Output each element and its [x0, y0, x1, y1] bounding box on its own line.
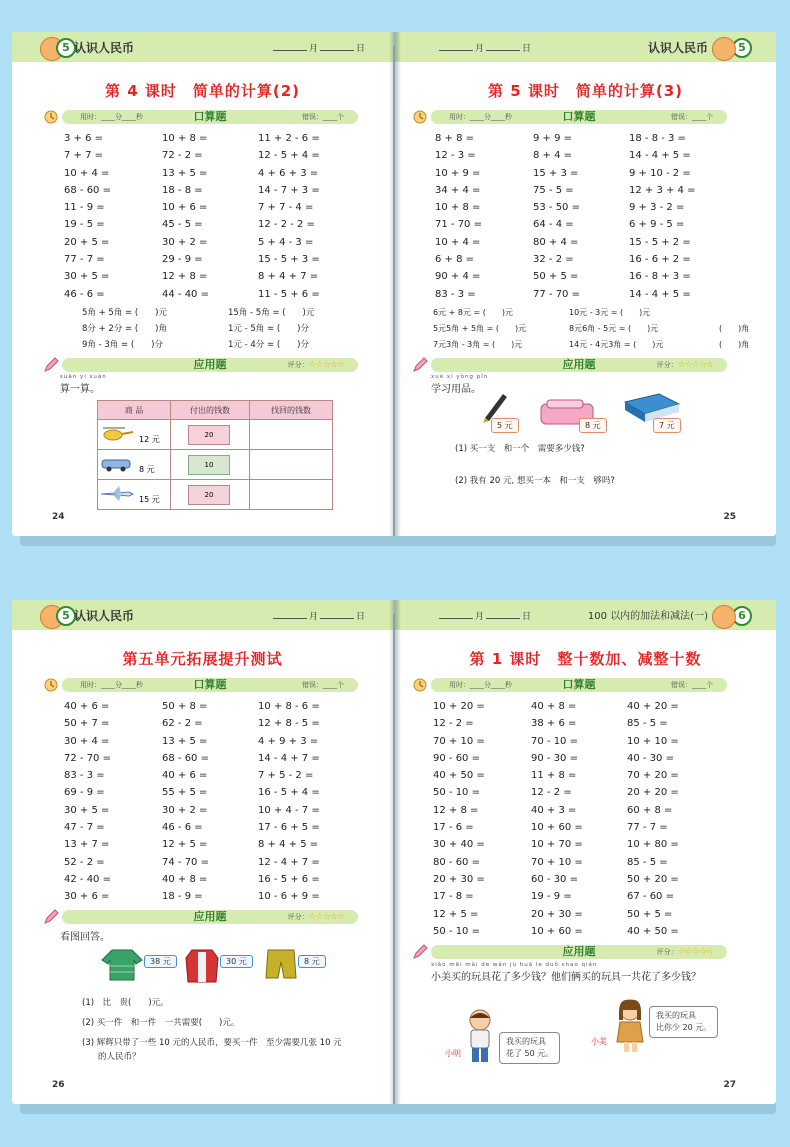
question-2: (2) 买一件 和一件 一共需要( )元。 — [82, 1018, 240, 1028]
problem-item: 12 + 8 - 5 = — [258, 718, 320, 730]
problem-item: 10 + 8 = — [435, 202, 481, 214]
problem-item: 12 + 5 = — [162, 839, 208, 851]
page-header — [12, 32, 393, 62]
unit-number: 6 — [732, 606, 752, 626]
problem-item: 70 + 10 = — [433, 735, 485, 747]
problem-item: 29 - 9 = — [162, 254, 203, 266]
page-number: 26 — [52, 1080, 65, 1090]
problem-item: 10 + 80 = — [627, 839, 679, 851]
money-item: 5元5角 + 5角 = ( )元 — [433, 324, 527, 333]
table-row — [98, 450, 333, 480]
pencil-icon — [411, 943, 429, 961]
problem-item: 19 - 9 = — [531, 891, 572, 903]
money-item: 8分 + 2分 = ( )角 — [82, 324, 168, 334]
product-cell: 12 元 — [98, 420, 171, 450]
price-tag: 5 元 — [491, 418, 519, 433]
problem-item: 10 + 4 - 7 = — [258, 804, 320, 816]
problem-item: 16 - 5 + 6 = — [258, 873, 320, 885]
wrong-label: 错误：____个 — [302, 113, 344, 121]
problem-item: 12 - 5 + 4 = — [258, 150, 320, 162]
problem-item: 69 - 9 = — [64, 787, 105, 799]
app-label: 应用题 — [193, 910, 227, 923]
money-item: 7元3角 - 3角 = ( )元 — [433, 340, 523, 349]
problem-item: 8 + 4 = — [533, 150, 573, 162]
problem-heading — [60, 374, 107, 395]
money-problems — [82, 305, 382, 353]
problem-item: 74 - 70 = — [162, 856, 209, 868]
page-27 — [395, 600, 776, 1104]
page-number: 25 — [723, 512, 736, 522]
wrong-label: 错误：____个 — [671, 113, 713, 121]
app-section-bar — [431, 945, 727, 959]
wrong-label: 错误：____个 — [302, 681, 344, 689]
date-field: 月 日 — [437, 41, 531, 54]
problem-item: 10 + 8 - 6 = — [258, 701, 320, 712]
oral-label: 口算题 — [562, 678, 596, 691]
problem-item: 10 + 4 = — [64, 167, 110, 179]
product-cell: 15 元 — [98, 480, 171, 510]
score-label: 评分：☆☆☆☆☆ — [656, 360, 713, 370]
problem-item: 17 - 6 = — [433, 822, 474, 834]
time-label: 用时：____分____秒 — [449, 113, 512, 121]
oral-section-bar — [62, 678, 358, 692]
problem-item: 17 - 8 = — [433, 891, 474, 903]
problem-item: 7 + 7 = — [64, 150, 104, 162]
problem-item: 14 - 4 + 7 = — [258, 752, 320, 764]
oral-label: 口算题 — [193, 110, 227, 123]
unit-badge — [42, 603, 70, 627]
pencil-icon — [411, 356, 429, 374]
banknote-icon: 20 — [188, 425, 230, 445]
time-label: 用时：____分____秒 — [449, 681, 512, 689]
problem-item: 15 + 3 = — [533, 167, 579, 179]
oral-label: 口算题 — [562, 110, 596, 123]
problem-item: 50 + 20 = — [627, 873, 679, 885]
oral-problems — [433, 698, 733, 940]
paid-cell — [171, 420, 250, 450]
problem-item: 14 - 4 + 5 = — [629, 150, 691, 162]
problem-item: 6 + 8 = — [435, 254, 475, 266]
question-3-cont: 的人民币？ — [98, 1052, 141, 1062]
problem-item: 50 - 10 = — [433, 925, 480, 937]
unit-number: 5 — [732, 38, 752, 58]
oral-problems — [64, 698, 364, 906]
money-item: 5角 + 5角 = ( )元 — [82, 308, 168, 318]
jacket-icon — [184, 946, 220, 984]
page-24 — [12, 32, 393, 536]
problem-item: 70 - 10 = — [531, 735, 578, 747]
problem-item: 72 - 2 = — [162, 150, 203, 162]
problem-item: 12 - 3 = — [435, 150, 476, 162]
problem-item: 40 + 8 = — [531, 701, 577, 712]
problem-item: 19 - 5 = — [64, 219, 105, 231]
oral-problems — [435, 130, 735, 303]
lesson-title: 第 4 课时 简单的计算(2) — [104, 82, 301, 100]
clock-icon — [42, 108, 60, 126]
change-cell[interactable] — [250, 480, 333, 510]
plane-icon — [99, 484, 135, 502]
helicopter-icon — [99, 424, 135, 442]
problem-item: 8 + 4 + 7 = — [258, 271, 319, 283]
page-number: 27 — [723, 1080, 736, 1090]
problem-item: 38 + 6 = — [531, 718, 577, 730]
problem-item: 90 - 60 = — [433, 752, 480, 764]
problem-item: 12 + 5 = — [433, 908, 479, 920]
score-label: 评分：☆☆☆☆☆ — [656, 947, 713, 957]
problem-item: 20 + 30 = — [531, 908, 583, 920]
price-tag: 8 元 — [579, 418, 607, 433]
problem-item: 62 - 2 = — [162, 718, 203, 730]
problem-item: 47 - 7 = — [64, 822, 105, 834]
table-header: 找回的钱数 — [250, 401, 333, 420]
problem-item: 30 + 6 = — [64, 891, 110, 903]
question-1: (1) 买一支 和一个 需要多少钱? — [455, 444, 585, 454]
date-field: 月 日 — [271, 41, 365, 54]
problem-item: 12 - 4 + 7 = — [258, 856, 320, 868]
problem-item: 12 - 2 = — [433, 718, 474, 730]
paid-cell — [171, 450, 250, 480]
problem-item: 10 + 70 = — [531, 839, 583, 851]
price-tag: 8 元 — [298, 955, 326, 968]
problem-item: 50 + 7 = — [64, 718, 110, 730]
problem-item: 68 - 60 = — [64, 184, 111, 196]
score-label: 评分：☆☆☆☆☆ — [287, 912, 344, 922]
question-1: (1) 比 贵( )元。 — [82, 998, 169, 1008]
problem-item: 14 - 7 + 3 = — [258, 184, 320, 196]
pencil-icon — [42, 356, 60, 374]
clock-icon — [42, 676, 60, 694]
table-header: 付出的钱数 — [171, 401, 250, 420]
page-header — [12, 600, 393, 630]
page-header — [395, 600, 776, 630]
book-gutter — [389, 600, 401, 1104]
oral-section-bar — [431, 110, 727, 124]
problem-item: 60 - 30 = — [531, 873, 578, 885]
book-spread-2 — [12, 600, 776, 1110]
boy-speech-bubble: 我买的玩具 花了 50 元。 — [499, 1032, 560, 1064]
problem-item: 30 + 5 = — [64, 271, 110, 283]
unit-title: 100 以内的加法和减法(一) — [587, 611, 708, 622]
problem-item: 90 - 30 = — [531, 752, 578, 764]
money-item: 1元 - 4分 = ( )分 — [228, 340, 309, 350]
problem-item: 10 + 60 = — [531, 925, 583, 937]
problem-item: 20 + 20 = — [627, 787, 679, 799]
problem-item: 30 + 5 = — [64, 804, 110, 816]
problem-item: 18 - 8 = — [162, 184, 203, 196]
problem-item: 4 + 6 + 3 = — [258, 167, 319, 179]
problem-item: 60 + 8 = — [627, 804, 673, 816]
oral-problems — [64, 130, 364, 303]
problem-item: 40 + 50 = — [433, 770, 485, 782]
girl-icon — [613, 998, 647, 1054]
car-icon — [99, 454, 135, 472]
wrong-label: 错误：____个 — [671, 681, 713, 689]
pencil-icon — [42, 908, 60, 926]
oral-label: 口算题 — [193, 678, 227, 691]
problem-item: 10 + 60 = — [531, 822, 583, 834]
score-label: 评分：☆☆☆☆☆ — [287, 360, 344, 370]
problem-heading — [431, 374, 488, 395]
app-section-bar — [62, 358, 358, 372]
change-cell[interactable] — [250, 420, 333, 450]
problem-item: 18 - 9 = — [162, 891, 203, 903]
money-item: ( )角 — [719, 324, 750, 333]
boy-name: 小明 — [445, 1049, 461, 1058]
money-item: 9角 - 3角 = ( )分 — [82, 340, 163, 350]
problem-item: 77 - 7 = — [627, 822, 668, 834]
problem-heading — [431, 962, 701, 983]
problem-item: 45 - 5 = — [162, 219, 203, 231]
problem-item: 85 - 5 = — [627, 856, 668, 868]
pinyin: suàn yi suàn — [60, 374, 107, 380]
problem-item: 10 + 4 = — [435, 236, 481, 248]
price-tag: 38 元 — [144, 955, 177, 968]
app-section-bar — [62, 910, 358, 924]
problem-item: 9 + 10 - 2 = — [629, 167, 691, 179]
problem-item: 90 + 4 = — [435, 271, 481, 283]
problem-item: 40 + 6 = — [162, 770, 208, 782]
oral-section-bar — [431, 678, 727, 692]
problem-text: 看图回答。 — [60, 932, 110, 943]
problem-item: 34 + 4 = — [435, 184, 481, 196]
problem-item: 12 + 3 + 4 = — [629, 184, 696, 196]
book-spread-1 — [12, 32, 776, 542]
problem-item: 18 - 8 - 3 = — [629, 133, 686, 144]
problem-item: 5 + 4 - 3 = — [258, 236, 314, 248]
problem-item: 67 - 60 = — [627, 891, 674, 903]
banknote-icon: 20 — [188, 485, 230, 505]
problem-item: 72 - 70 = — [64, 752, 111, 764]
problem-item: 15 - 5 + 2 = — [629, 236, 691, 248]
problem-item: 13 + 5 = — [162, 735, 208, 747]
page-25 — [395, 32, 776, 536]
problem-item: 50 - 10 = — [433, 787, 480, 799]
problem-item: 70 + 20 = — [627, 770, 679, 782]
problem-item: 3 + 6 = — [64, 133, 104, 144]
problem-item: 80 - 60 = — [433, 856, 480, 868]
problem-item: 30 + 40 = — [433, 839, 485, 851]
date-field: 月 日 — [271, 609, 365, 622]
problem-item: 52 - 2 = — [64, 856, 105, 868]
problem-item: 68 - 60 = — [162, 752, 209, 764]
problem-item: 50 + 5 = — [533, 271, 579, 283]
problem-item: 11 - 5 + 6 = — [258, 288, 320, 300]
unit-badge — [718, 35, 746, 59]
problem-text: 算一算。 — [60, 384, 100, 395]
page-26 — [12, 600, 393, 1104]
price-tag: 7 元 — [653, 418, 681, 433]
problem-item: 64 - 4 = — [533, 219, 574, 231]
lesson-title: 第 5 课时 简单的计算(3) — [487, 82, 684, 100]
money-item: 8元6角 - 5元 = ( )元 — [569, 324, 659, 333]
girl-name: 小美 — [591, 1037, 607, 1046]
problem-item: 55 + 5 = — [162, 787, 208, 799]
table-row — [98, 420, 333, 450]
problem-item: 50 + 8 = — [162, 701, 208, 712]
question-2: (2) 我有 20 元, 想买一本 和一支 够吗? — [455, 476, 615, 486]
oral-section-bar — [62, 110, 358, 124]
problem-item: 14 - 4 + 5 = — [629, 288, 691, 300]
problem-item: 8 + 4 + 5 = — [258, 839, 319, 851]
problem-item: 6 + 9 - 5 = — [629, 219, 685, 231]
paid-cell — [171, 480, 250, 510]
app-section-bar — [431, 358, 727, 372]
problem-item: 85 - 5 = — [627, 718, 668, 730]
problem-item: 40 + 20 = — [627, 701, 679, 712]
problem-item: 30 + 2 = — [162, 236, 208, 248]
problem-item: 40 + 8 = — [162, 873, 208, 885]
app-label: 应用题 — [193, 358, 227, 371]
app-label: 应用题 — [562, 945, 596, 958]
page-header — [395, 32, 776, 62]
girl-speech-bubble: 我买的玩具 比你少 20 元。 — [649, 1006, 718, 1038]
problem-item: 10 + 10 = — [627, 735, 679, 747]
problem-item: 20 + 5 = — [64, 236, 110, 248]
problem-item: 13 + 5 = — [162, 167, 208, 179]
problem-item: 42 - 40 = — [64, 873, 111, 885]
money-item: 14元 - 4元3角 = ( )元 — [569, 340, 664, 349]
problem-item: 11 + 2 - 6 = — [258, 133, 320, 144]
pinyin: xué xí yòng pǐn — [431, 374, 489, 380]
problem-item: 77 - 7 = — [64, 254, 105, 266]
problem-item: 10 + 8 = — [162, 133, 208, 144]
app-label: 应用题 — [562, 358, 596, 371]
problem-item: 77 - 70 = — [533, 288, 580, 300]
problem-item: 53 - 50 = — [533, 202, 580, 214]
problem-item: 44 - 40 = — [162, 288, 209, 300]
problem-item: 20 + 30 = — [433, 873, 485, 885]
problem-item: 83 - 3 = — [64, 770, 105, 782]
problem-item: 12 + 8 = — [162, 271, 208, 283]
mascot-icon — [712, 605, 736, 629]
table-row — [98, 480, 333, 510]
problem-text: 学习用品。 — [431, 384, 481, 395]
problem-item: 70 + 10 = — [531, 856, 583, 868]
problem-item: 46 - 6 = — [64, 288, 105, 300]
problem-item: 7 + 7 - 4 = — [258, 202, 314, 214]
money-item: 1元 - 5角 = ( )分 — [228, 324, 309, 334]
sweater-icon — [100, 946, 144, 982]
unit-number: 5 — [56, 606, 76, 626]
problem-item: 10 + 20 = — [433, 701, 485, 712]
problem-item: 7 + 5 - 2 = — [258, 770, 314, 782]
mascot-icon — [712, 37, 736, 61]
problem-item: 32 - 2 = — [533, 254, 574, 266]
unit-title: 认识人民币 — [74, 41, 135, 55]
unit-number: 5 — [56, 38, 76, 58]
problem-item: 40 - 30 = — [627, 752, 674, 764]
problem-item: 71 - 70 = — [435, 219, 482, 231]
pinyin: xiǎo měi mǎi de wán jù huā le duō shao qián — [431, 962, 598, 968]
table-header: 商 品 — [98, 401, 171, 420]
problem-item: 11 - 9 = — [64, 202, 105, 214]
time-label: 用时：____分____秒 — [80, 113, 143, 121]
problem-item: 9 + 9 = — [533, 133, 573, 144]
change-cell[interactable] — [250, 450, 333, 480]
money-item: 6元 + 8元 = ( )元 — [433, 308, 513, 317]
banknote-icon: 10 — [188, 455, 230, 475]
lesson-title: 第 1 课时 整十数加、减整十数 — [469, 650, 702, 668]
problem-item: 15 - 5 + 3 = — [258, 254, 320, 266]
problem-item: 40 + 50 = — [627, 925, 679, 937]
money-item: ( )角 — [719, 340, 750, 349]
problem-item: 50 + 5 = — [627, 908, 673, 920]
problem-item: 11 + 8 = — [531, 770, 577, 782]
time-label: 用时：____分____秒 — [80, 681, 143, 689]
problem-item: 16 - 6 + 2 = — [629, 254, 691, 266]
problem-item: 46 - 6 = — [162, 822, 203, 834]
problem-item: 30 + 4 = — [64, 735, 110, 747]
problem-item: 10 + 6 = — [162, 202, 208, 214]
money-problems — [433, 305, 763, 353]
problem-item: 83 - 3 = — [435, 288, 476, 300]
problem-item: 40 + 3 = — [531, 804, 577, 816]
problem-item: 12 + 8 = — [433, 804, 479, 816]
problem-item: 16 - 5 + 4 = — [258, 787, 320, 799]
problem-item: 12 - 2 - 2 = — [258, 219, 315, 231]
date-field: 月 日 — [437, 609, 531, 622]
problem-item: 17 - 6 + 5 = — [258, 822, 320, 834]
shopping-table — [97, 400, 333, 510]
problem-item: 8 + 8 = — [435, 133, 475, 144]
unit-title: 认识人民币 — [74, 609, 135, 623]
product-cell: 8 元 — [98, 450, 171, 480]
problem-item: 40 + 6 = — [64, 701, 110, 712]
money-item: 10元 - 3元 = ( )元 — [569, 308, 651, 317]
problem-item: 30 + 2 = — [162, 804, 208, 816]
price-tag: 30 元 — [220, 955, 253, 968]
money-item — [719, 305, 763, 321]
money-item: 15角 - 5角 = ( )元 — [228, 308, 315, 318]
clock-icon — [411, 676, 429, 694]
unit-badge — [42, 35, 70, 59]
question-3: (3) 辉辉只带了一些 10 元的人民币，要买一件 至少需要几张 10 元 — [82, 1038, 342, 1048]
problem-item: 12 - 2 = — [531, 787, 572, 799]
problem-item: 13 + 7 = — [64, 839, 110, 851]
problem-item: 10 - 6 + 9 = — [258, 891, 320, 903]
problem-item: 4 + 9 + 3 = — [258, 735, 319, 747]
unit-title: 认识人民币 — [647, 41, 708, 55]
problem-item: 10 + 9 = — [435, 167, 481, 179]
boy-icon — [463, 1008, 497, 1064]
shorts-icon — [264, 946, 298, 982]
clock-icon — [411, 108, 429, 126]
problem-text: 小美买的玩具花了多少钱？他们俩买的玩具一共花了多少钱？ — [431, 972, 701, 983]
unit-badge — [718, 603, 746, 627]
lesson-title: 第五单元拓展提升测试 — [122, 650, 283, 668]
problem-item: 75 - 5 = — [533, 184, 574, 196]
page-number: 24 — [52, 512, 65, 522]
problem-item: 9 + 3 - 2 = — [629, 202, 685, 214]
problem-item: 80 + 4 = — [533, 236, 579, 248]
problem-item: 16 - 8 + 3 = — [629, 271, 691, 283]
book-gutter — [389, 32, 401, 536]
